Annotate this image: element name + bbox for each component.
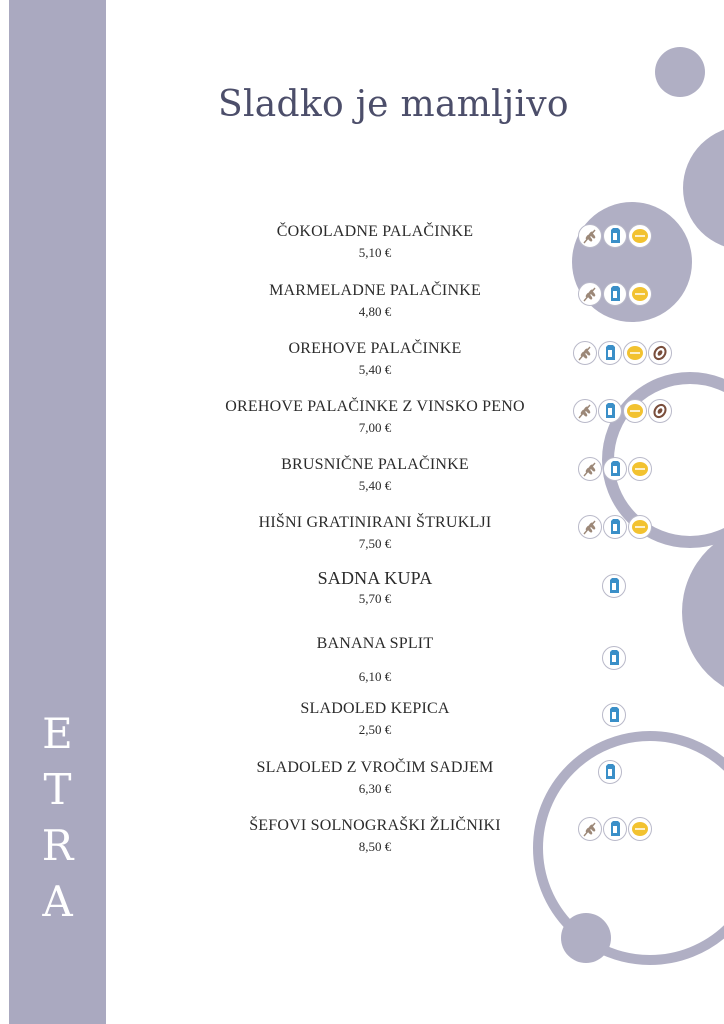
allergen-icons [578, 515, 652, 539]
egg-icon [628, 457, 652, 481]
brand-letter-t: T [43, 765, 72, 814]
menu-item [180, 339, 570, 379]
brand-letter-e: E [42, 709, 73, 758]
menu-item [180, 397, 570, 437]
nut-icon [648, 399, 672, 423]
menu-item [180, 222, 570, 262]
milk-icon [602, 646, 626, 670]
allergen-icons [573, 399, 672, 423]
milk-icon [602, 703, 626, 727]
deco-circle-top [655, 47, 705, 97]
menu-item-price: 2,50 € [358, 722, 392, 737]
allergen-icons [578, 282, 652, 306]
wheat-icon [573, 341, 597, 365]
menu-item-name: MARMELADNE PALAČINKE [269, 282, 481, 299]
allergen-icons [573, 341, 672, 365]
egg-icon [623, 341, 647, 365]
brand-letter-r: R [41, 821, 74, 870]
menu-item-name: SLADOLED KEPICA [300, 700, 450, 717]
allergen-icons [578, 817, 652, 841]
menu-item [180, 758, 570, 798]
deco-circle-right-lower [682, 524, 724, 700]
deco-circle-right-upper [683, 126, 724, 250]
menu-item-price: 8,50 € [358, 839, 392, 854]
milk-icon [603, 515, 627, 539]
egg-icon [628, 224, 652, 248]
menu-item-price: 7,50 € [358, 536, 392, 551]
wheat-icon [578, 282, 602, 306]
menu-item-price: 6,10 € [358, 669, 392, 684]
menu-item-price: 6,30 € [358, 781, 392, 796]
menu-item-name: ČOKOLADNE PALAČINKE [276, 223, 474, 240]
menu-item-price: 5,10 € [358, 245, 392, 260]
wheat-icon [578, 224, 602, 248]
deco-circle-bottom [561, 913, 611, 963]
menu-item [180, 634, 570, 686]
milk-icon [603, 282, 627, 306]
wheat-icon [578, 457, 602, 481]
brand-letter-a: A [42, 877, 73, 926]
menu-item-price: 5,40 € [358, 478, 392, 493]
milk-icon [598, 341, 622, 365]
wheat-icon [578, 817, 602, 841]
allergen-icons [602, 646, 626, 670]
menu-item-price: 5,70 € [358, 591, 392, 606]
egg-icon [623, 399, 647, 423]
menu-item [180, 699, 570, 739]
allergen-icons [598, 760, 622, 784]
menu-item [180, 816, 570, 856]
milk-icon [603, 457, 627, 481]
allergen-icons [602, 574, 626, 598]
allergen-icons [578, 224, 652, 248]
milk-icon [603, 224, 627, 248]
milk-icon [603, 817, 627, 841]
menu-item-price: 5,40 € [358, 362, 392, 377]
menu-item-name: HIŠNI GRATINIRANI ŠTRUKLJI [258, 514, 492, 531]
egg-icon [628, 515, 652, 539]
page-title: Sladko je mamljivo [218, 84, 569, 125]
menu-item-name: BRUSNIČNE PALAČINKE [281, 456, 469, 473]
milk-icon [598, 399, 622, 423]
menu-item-price: 4,80 € [358, 304, 392, 319]
menu-item-price: 7,00 € [358, 420, 392, 435]
wheat-icon [578, 515, 602, 539]
allergen-icons [578, 457, 652, 481]
menu-item [180, 568, 570, 608]
menu-item-name: SLADOLED Z VROČIM SADJEM [256, 759, 494, 776]
milk-icon [598, 760, 622, 784]
menu-item-name: ŠEFOVI SOLNOGRAŠKI ŽLIČNIKI [249, 817, 501, 834]
menu-item-name: BANANA SPLIT [316, 635, 434, 652]
menu-item [180, 513, 570, 553]
egg-icon [628, 282, 652, 306]
nut-icon [648, 341, 672, 365]
menu-item-name: OREHOVE PALAČINKE [288, 340, 462, 357]
menu-item [180, 281, 570, 321]
allergen-icons [602, 703, 626, 727]
wheat-icon [573, 399, 597, 423]
milk-icon [602, 574, 626, 598]
menu-item-name: OREHOVE PALAČINKE Z VINSKO PENO [225, 398, 525, 415]
menu-item-name: SADNA KUPA [317, 568, 433, 588]
menu-item [180, 455, 570, 495]
egg-icon [628, 817, 652, 841]
